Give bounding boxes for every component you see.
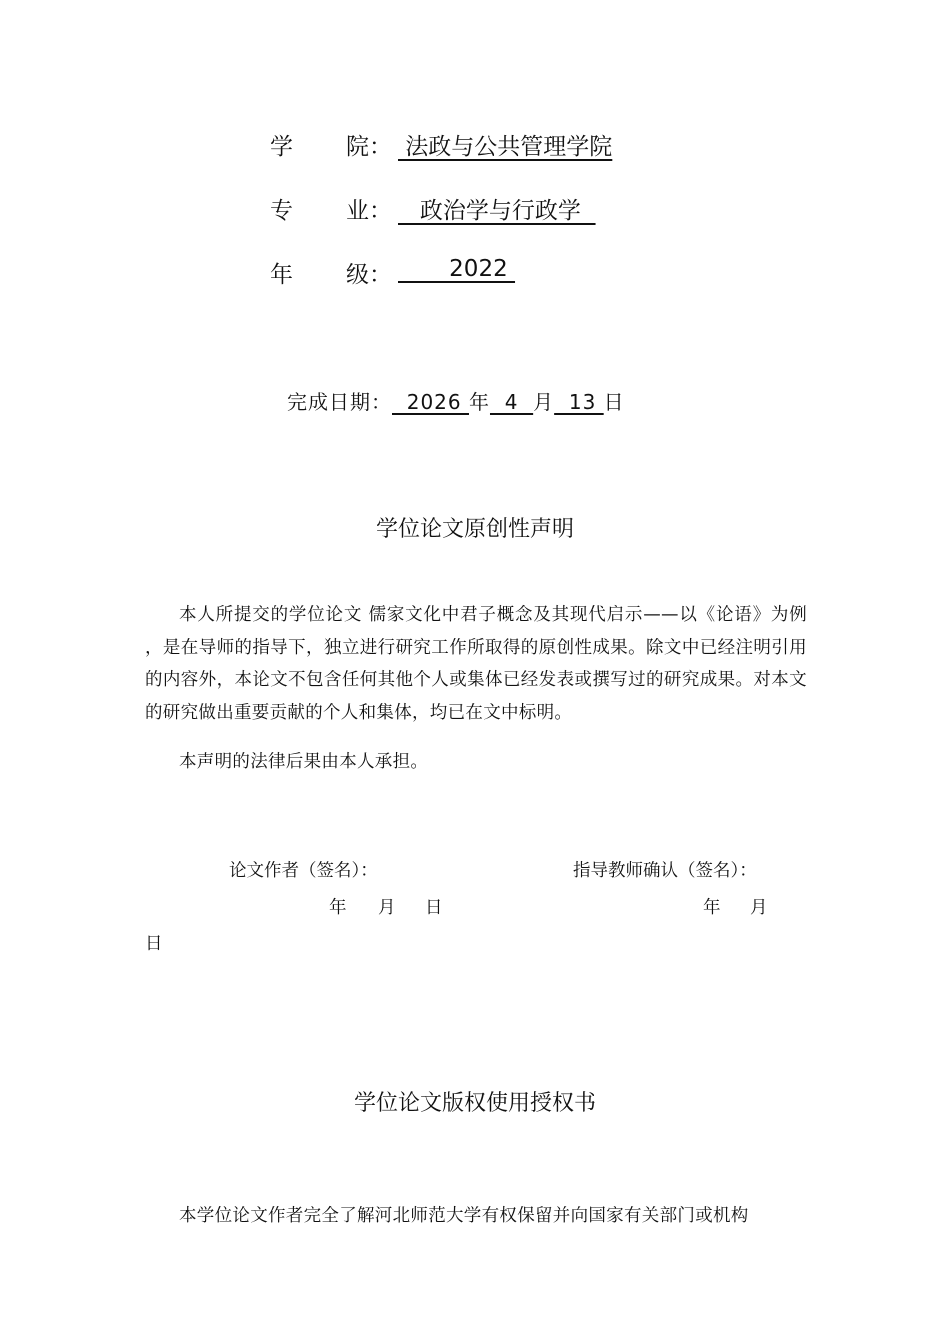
author-sign-month: 月 bbox=[378, 898, 396, 918]
advisor-sign-year: 年 bbox=[703, 898, 721, 918]
major-label-second: 业： bbox=[346, 198, 392, 224]
college-label-first: 学 bbox=[270, 134, 293, 160]
college-value: 法政与公共管理学院 bbox=[398, 134, 613, 160]
author-sign-day: 日 bbox=[425, 898, 443, 918]
grade-value: 2022 bbox=[398, 256, 516, 282]
originality-legal-paragraph: 本声明的法律后果由本人承担。 bbox=[179, 752, 429, 772]
completion-date-label: 完成日期： bbox=[287, 390, 392, 414]
copyright-title: 学位论文版权使用授权书 bbox=[353, 1091, 596, 1116]
completion-date bbox=[287, 386, 625, 415]
advisor-sign-month: 月 bbox=[750, 898, 768, 918]
author-sign-year: 年 bbox=[329, 898, 347, 918]
completion-year-unit: 年 bbox=[468, 390, 490, 414]
grade-label-second: 级： bbox=[346, 262, 392, 288]
major-label-first: 专 bbox=[270, 198, 293, 224]
completion-day-unit: 日 bbox=[603, 390, 625, 414]
major-value: 政治学与行政学 bbox=[398, 198, 596, 224]
originality-paragraph: 本人所提交的学位论文 儒家文化中君子概念及其现代启示——以《论语》为例 ，是在导师的指导下，独立进行研究工作所取得的原创性成果。除文中已经注明引用的内容外，本论文不包含任何其他个人或集体已经发表或撰写过的研究成果。对本文的研究做出重要贡献的个人和集体，均已在文中标明。 bbox=[145, 605, 807, 723]
completion-month-unit: 月 bbox=[533, 390, 555, 414]
college-label-second: 院： bbox=[346, 134, 392, 160]
author-signature-label: 论文作者（签名）： bbox=[229, 861, 378, 881]
completion-month: 4 bbox=[489, 390, 534, 414]
originality-title: 学位论文原创性声明 bbox=[375, 517, 574, 542]
grade-label-first: 年 bbox=[270, 262, 293, 288]
completion-year: 2026 bbox=[392, 390, 469, 414]
completion-day: 13 bbox=[554, 390, 604, 414]
advisor-sign-day: 日 bbox=[145, 934, 163, 954]
copyright-paragraph: 本学位论文作者完全了解河北师范大学有权保留并向国家有关部门或机构 bbox=[179, 1206, 749, 1226]
advisor-signature-label: 指导教师确认（签名）： bbox=[573, 861, 757, 881]
